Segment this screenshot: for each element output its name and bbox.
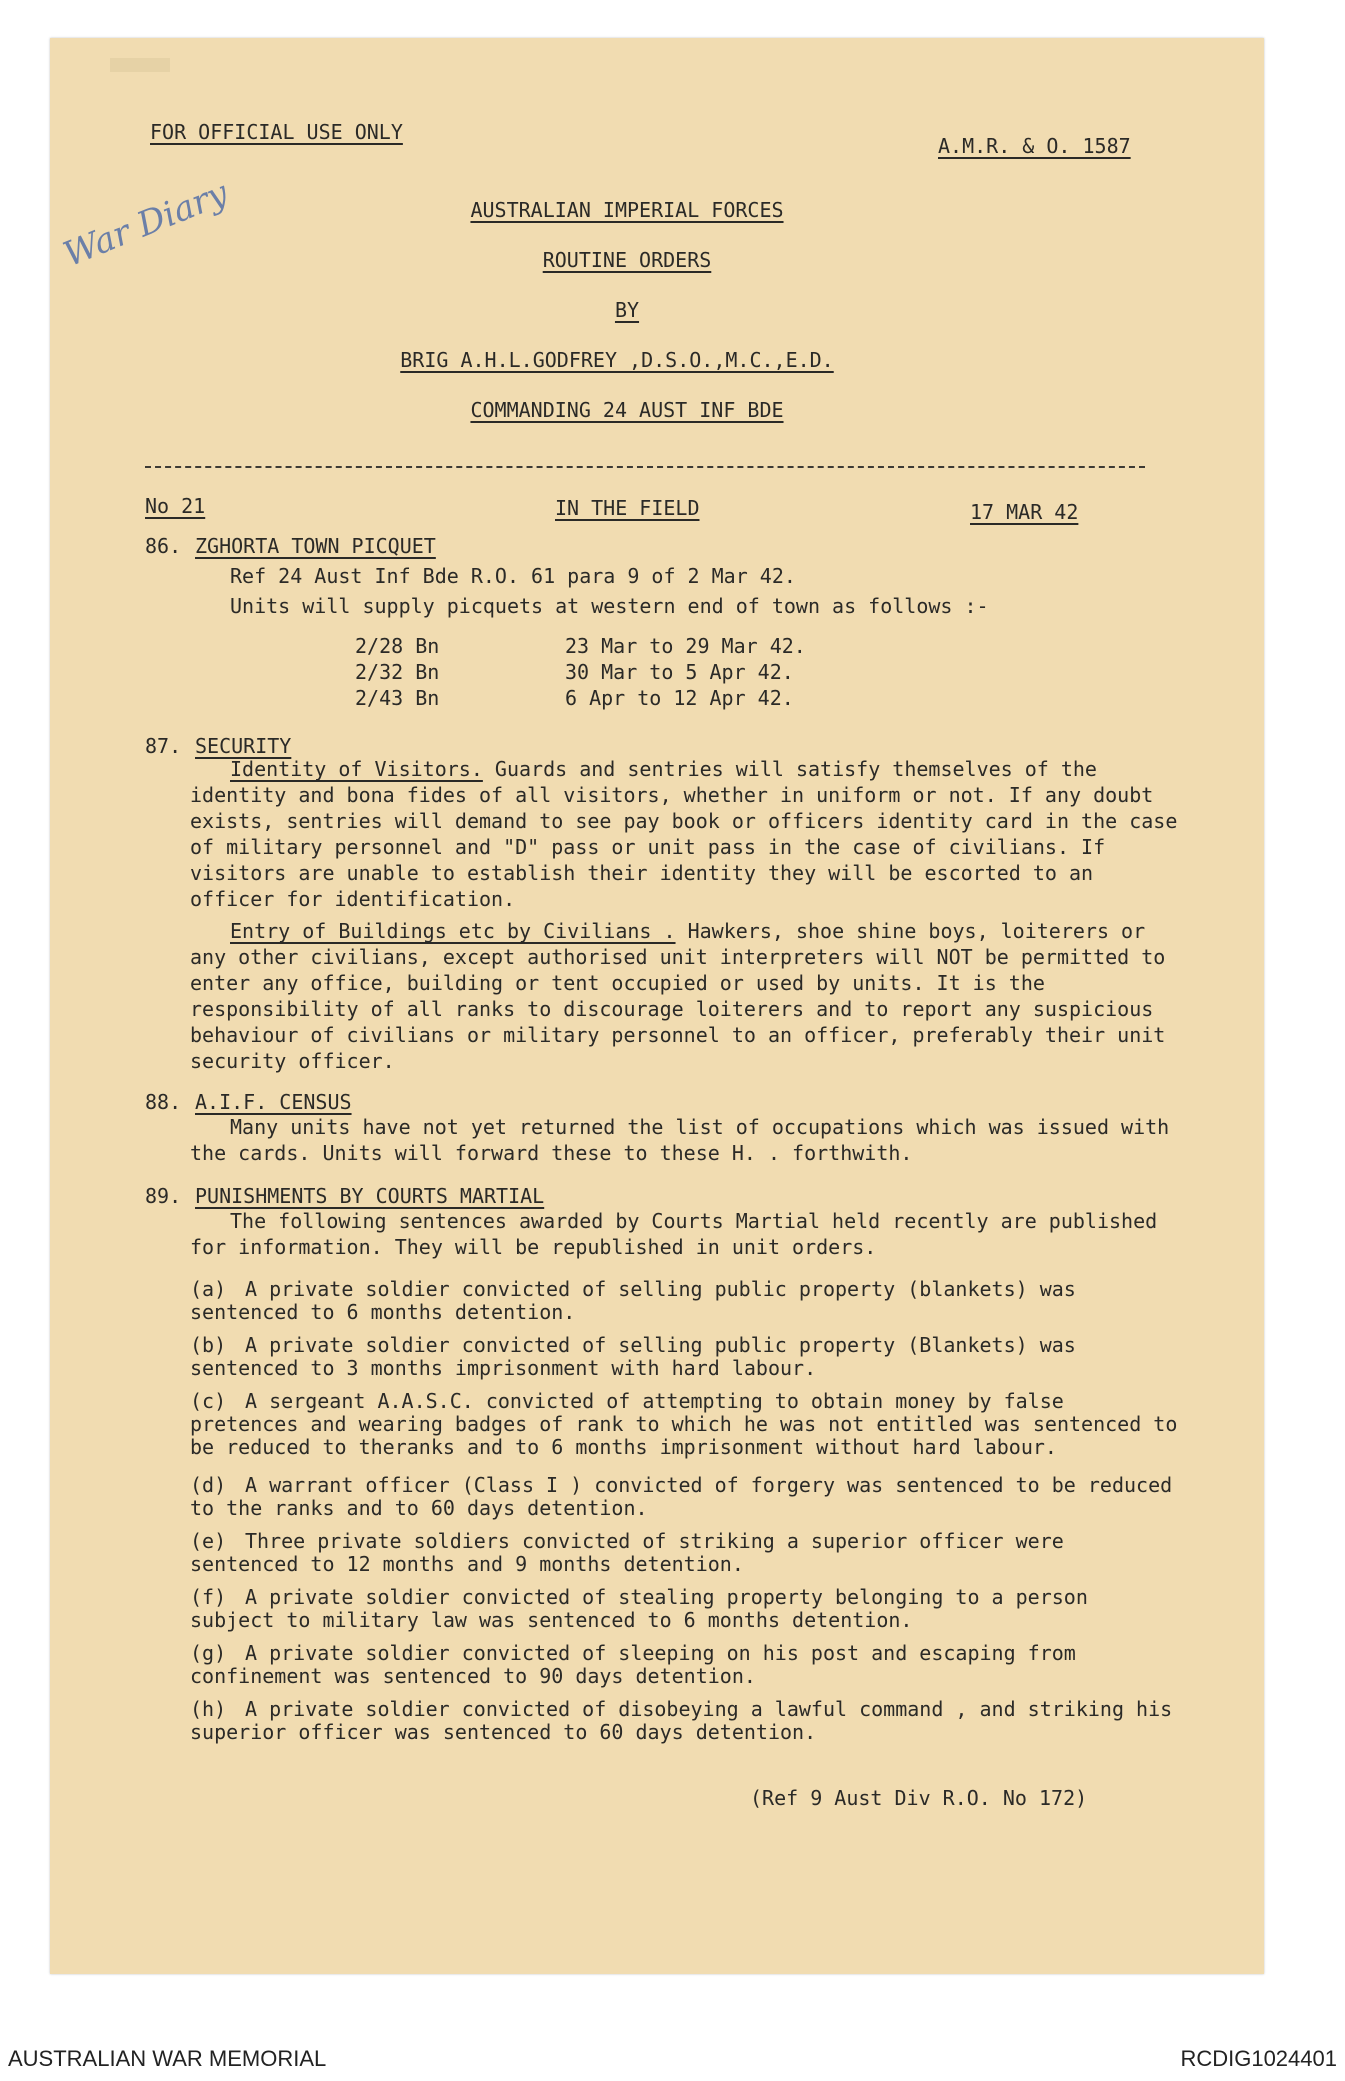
sentence-item (190, 1586, 1180, 1632)
title-line-1: AUSTRALIAN IMPERIAL FORCES (470, 198, 784, 222)
section-86-number: 86. (145, 534, 182, 558)
sentence-label: (f) (190, 1585, 227, 1609)
picquet-unit: 2/43 Bn (355, 686, 440, 710)
source-reference: (Ref 9 Aust Div R.O. No 172) (750, 1786, 1088, 1810)
sentence-item (190, 1698, 1180, 1744)
sentence-item (190, 1390, 1180, 1459)
credit-right: RCDIG1024401 (1180, 2046, 1337, 2071)
identity-heading: Identity of Visitors. (230, 757, 483, 781)
classification-label: FOR OFFICIAL USE ONLY (150, 120, 403, 144)
sentence-text: A private soldier convicted of selling public property (blankets) was sentenced to 6 months detention. (190, 1277, 1076, 1324)
picquet-dates: 6 Apr to 12 Apr 42. (565, 686, 794, 710)
section-89-title: PUNISHMENTS BY COURTS MARTIAL (195, 1184, 545, 1208)
credit-left: AUSTRALIAN WAR MEMORIAL (8, 2046, 327, 2071)
title-line-3: BY (614, 298, 640, 322)
order-location: IN THE FIELD (555, 496, 700, 520)
sentence-text: A private soldier convicted of sleeping on his post and escaping from confinement was sentenced to 90 days detention. (190, 1641, 1076, 1688)
section-87-paragraph-1 (190, 756, 1180, 912)
section-89-intro: The following sentences awarded by Courts Martial held recently are published for information. They will be republished in unit orders. (190, 1209, 1158, 1259)
section-88-title: A.I.F. CENSUS (195, 1090, 352, 1114)
handwritten-note: War Diary (58, 173, 234, 276)
section-86-intro: Units will supply picquets at western end of town as follows :- (230, 594, 989, 618)
order-number: No 21 (145, 494, 206, 518)
picquet-unit: 2/32 Bn (355, 660, 440, 684)
title-line-2: ROUTINE ORDERS (542, 248, 712, 272)
picquet-unit: 2/28 Bn (355, 634, 440, 658)
entry-body: Hawkers, shoe shine boys, loiterers or any other civilians, except authorised unit interpreters will NOT be permitted to enter any office, building or tent occupied or used by units. It is the responsibility of all ranks to discourage loiterers and to report any suspicious behaviour of civilians or military personnel to an officer, preferably their unit security officer. (190, 919, 1166, 1073)
section-86-ref: Ref 24 Aust Inf Bde R.O. 61 para 9 of 2 Mar 42. (230, 564, 796, 588)
section-89-number: 89. (145, 1184, 182, 1208)
section-88-number: 88. (145, 1090, 182, 1114)
sentence-item (190, 1642, 1180, 1688)
separator-rule (145, 466, 1145, 468)
paper-mark (110, 58, 170, 72)
sentence-text: A private soldier convicted of stealing property belonging to a person subject to military law was sentenced to 6 months detention. (190, 1585, 1088, 1632)
sentence-label: (c) (190, 1389, 227, 1413)
sentence-item (190, 1278, 1180, 1324)
sentence-item (190, 1334, 1180, 1380)
sentence-label: (e) (190, 1529, 227, 1553)
sentence-label: (h) (190, 1697, 227, 1721)
sentence-text: A private soldier convicted of disobeying a lawful command , and striking his superior officer was sentenced to 60 days detention. (190, 1697, 1173, 1744)
section-87-number: 87. (145, 734, 182, 758)
sentence-label: (g) (190, 1641, 227, 1665)
identity-body: Guards and sentries will satisfy themselves of the identity and bona fides of all visitors, whether in uniform or not. If any doubt exists, sentries will demand to see pay book or officers identity card in the case of military personnel and "D" pass or unit pass in the case of civilians. If visitors are unable to establish their identity they will be escorted to an officer for identification. (190, 757, 1178, 911)
entry-heading: Entry of Buildings etc by Civilians . (230, 919, 676, 943)
sentence-label: (a) (190, 1277, 227, 1301)
title-line-4: BRIG A.H.L.GODFREY ,D.S.O.,M.C.,E.D. (400, 348, 834, 372)
picquet-dates: 30 Mar to 5 Apr 42. (565, 660, 794, 684)
sentence-label: (b) (190, 1333, 227, 1357)
sentence-label: (d) (190, 1473, 227, 1497)
sentence-item (190, 1474, 1180, 1520)
order-date: 17 MAR 42 (970, 500, 1079, 524)
section-88-body: Many units have not yet returned the list of occupations which was issued with the cards. Units will forward these to these H. . forthwith. (190, 1115, 1170, 1165)
sentence-text: A sergeant A.A.S.C. convicted of attempting to obtain money by false pretences and wearing badges of rank to which he was not entitled was sentenced to be reduced to theranks and to 6 months imprisonment without hard labour. (190, 1389, 1178, 1459)
sentence-text: A warrant officer (Class I ) convicted of forgery was sentenced to be reduced to the ranks and to 60 days detention. (190, 1473, 1173, 1520)
section-87-title: SECURITY (195, 734, 292, 758)
section-87-paragraph-2 (190, 918, 1180, 1074)
sentence-text: A private soldier convicted of selling public property (Blankets) was sentenced to 3 months imprisonment with hard labour. (190, 1333, 1076, 1380)
document-page (50, 38, 1264, 1974)
section-86-title: ZGHORTA TOWN PICQUET (195, 534, 436, 558)
picquet-dates: 23 Mar to 29 Mar 42. (565, 634, 806, 658)
sentence-text: Three private soldiers convicted of striking a superior officer were sentenced to 12 months and 9 months detention. (190, 1529, 1064, 1576)
sentence-item (190, 1530, 1180, 1576)
title-line-5: COMMANDING 24 AUST INF BDE (470, 398, 784, 422)
order-reference: A.M.R. & O. 1587 (938, 134, 1131, 158)
